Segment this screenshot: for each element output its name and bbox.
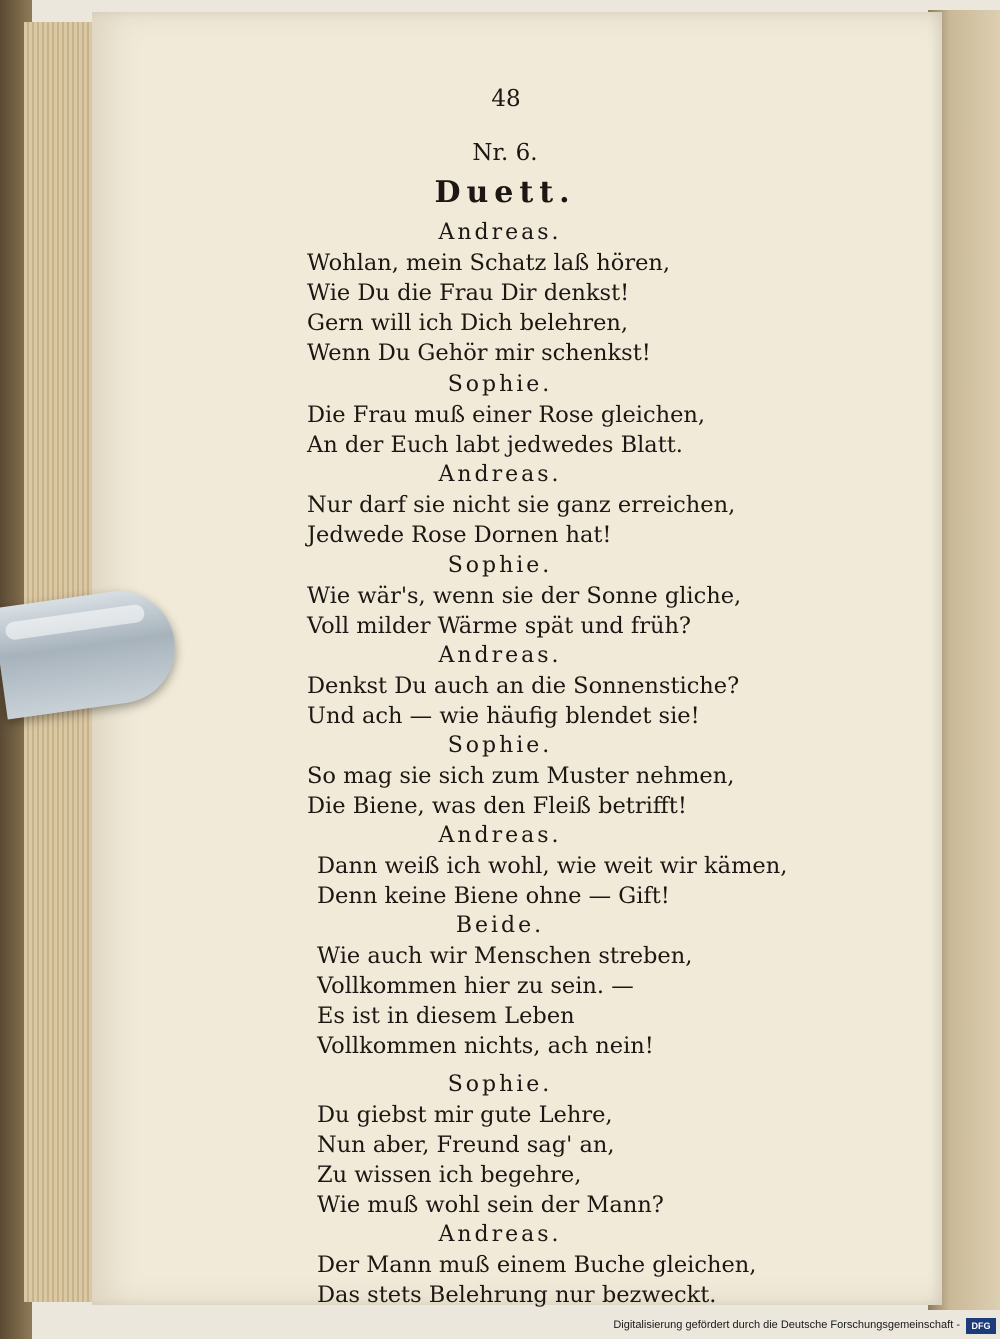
verse-line: Zu wissen ich begehre,	[317, 1162, 582, 1188]
verse-line: Die Frau muß einer Rose gleichen,	[307, 402, 706, 428]
speaker-label: Sophie.	[447, 733, 553, 758]
footer-credit: Digitalisierung gefördert durch die Deutsche Forschungsgemeinschaft -	[613, 1319, 960, 1331]
speaker-label: Andreas.	[438, 643, 562, 668]
verse-line: Wohlan, mein Schatz laß hören,	[307, 250, 671, 276]
speaker-label: Sophie.	[447, 553, 553, 578]
verse-line: Vollkommen nichts, ach nein!	[317, 1033, 654, 1059]
verse-line: An der Euch labt jedwedes Blatt.	[307, 432, 683, 458]
verse-line: Vollkommen hier zu sein. —	[317, 973, 634, 999]
speaker-label: Andreas.	[438, 823, 562, 848]
verse-line: Voll milder Wärme spät und früh?	[307, 613, 691, 639]
verse-line: Dann weiß ich wohl, wie weit wir kämen,	[317, 853, 788, 879]
verse-line: Und ach — wie häufig blendet sie!	[307, 703, 700, 729]
page-title: Duett.	[434, 175, 576, 210]
verse-line: Wie wär's, wenn sie der Sonne gliche,	[307, 583, 742, 609]
verse-line: Wie auch wir Menschen streben,	[317, 943, 693, 969]
verse-line: Die Biene, was den Fleiß betrifft!	[307, 793, 687, 819]
verse-line: Wie muß wohl sein der Mann?	[317, 1192, 664, 1218]
verse-line: Nun aber, Freund sag' an,	[317, 1132, 615, 1158]
verse-line: Das stets Belehrung nur bezweckt.	[317, 1282, 717, 1308]
verse-line: Nur darf sie nicht sie ganz erreichen,	[307, 492, 736, 518]
speaker-label: Andreas.	[438, 1222, 562, 1247]
verse-line: Es ist in diesem Leben	[317, 1003, 575, 1029]
number-heading: Nr. 6.	[472, 140, 538, 166]
speaker-label: Sophie.	[447, 1072, 553, 1097]
speaker-label: Sophie.	[447, 372, 553, 397]
finger-highlight	[4, 604, 145, 641]
verse-line: Denkst Du auch an die Sonnenstiche?	[307, 673, 740, 699]
verse-line: Wie Du die Frau Dir denkst!	[307, 280, 630, 306]
speaker-label: Andreas.	[438, 462, 562, 487]
verse-line: Gern will ich Dich belehren,	[307, 310, 629, 336]
verse-line: Jedwede Rose Dornen hat!	[307, 522, 612, 548]
speaker-label: Beide.	[455, 913, 545, 938]
dfg-logo: DFG	[966, 1318, 996, 1334]
speaker-label: Andreas.	[438, 220, 562, 245]
verse-line: Wenn Du Gehör mir schenkst!	[307, 340, 651, 366]
verse-line: Denn keine Biene ohne — Gift!	[317, 883, 670, 909]
verse-line: So mag sie sich zum Muster nehmen,	[307, 763, 735, 789]
verse-line: Der Mann muß einem Buche gleichen,	[317, 1252, 757, 1278]
page-number: 48	[491, 86, 521, 112]
verse-line: Du giebst mir gute Lehre,	[317, 1102, 613, 1128]
